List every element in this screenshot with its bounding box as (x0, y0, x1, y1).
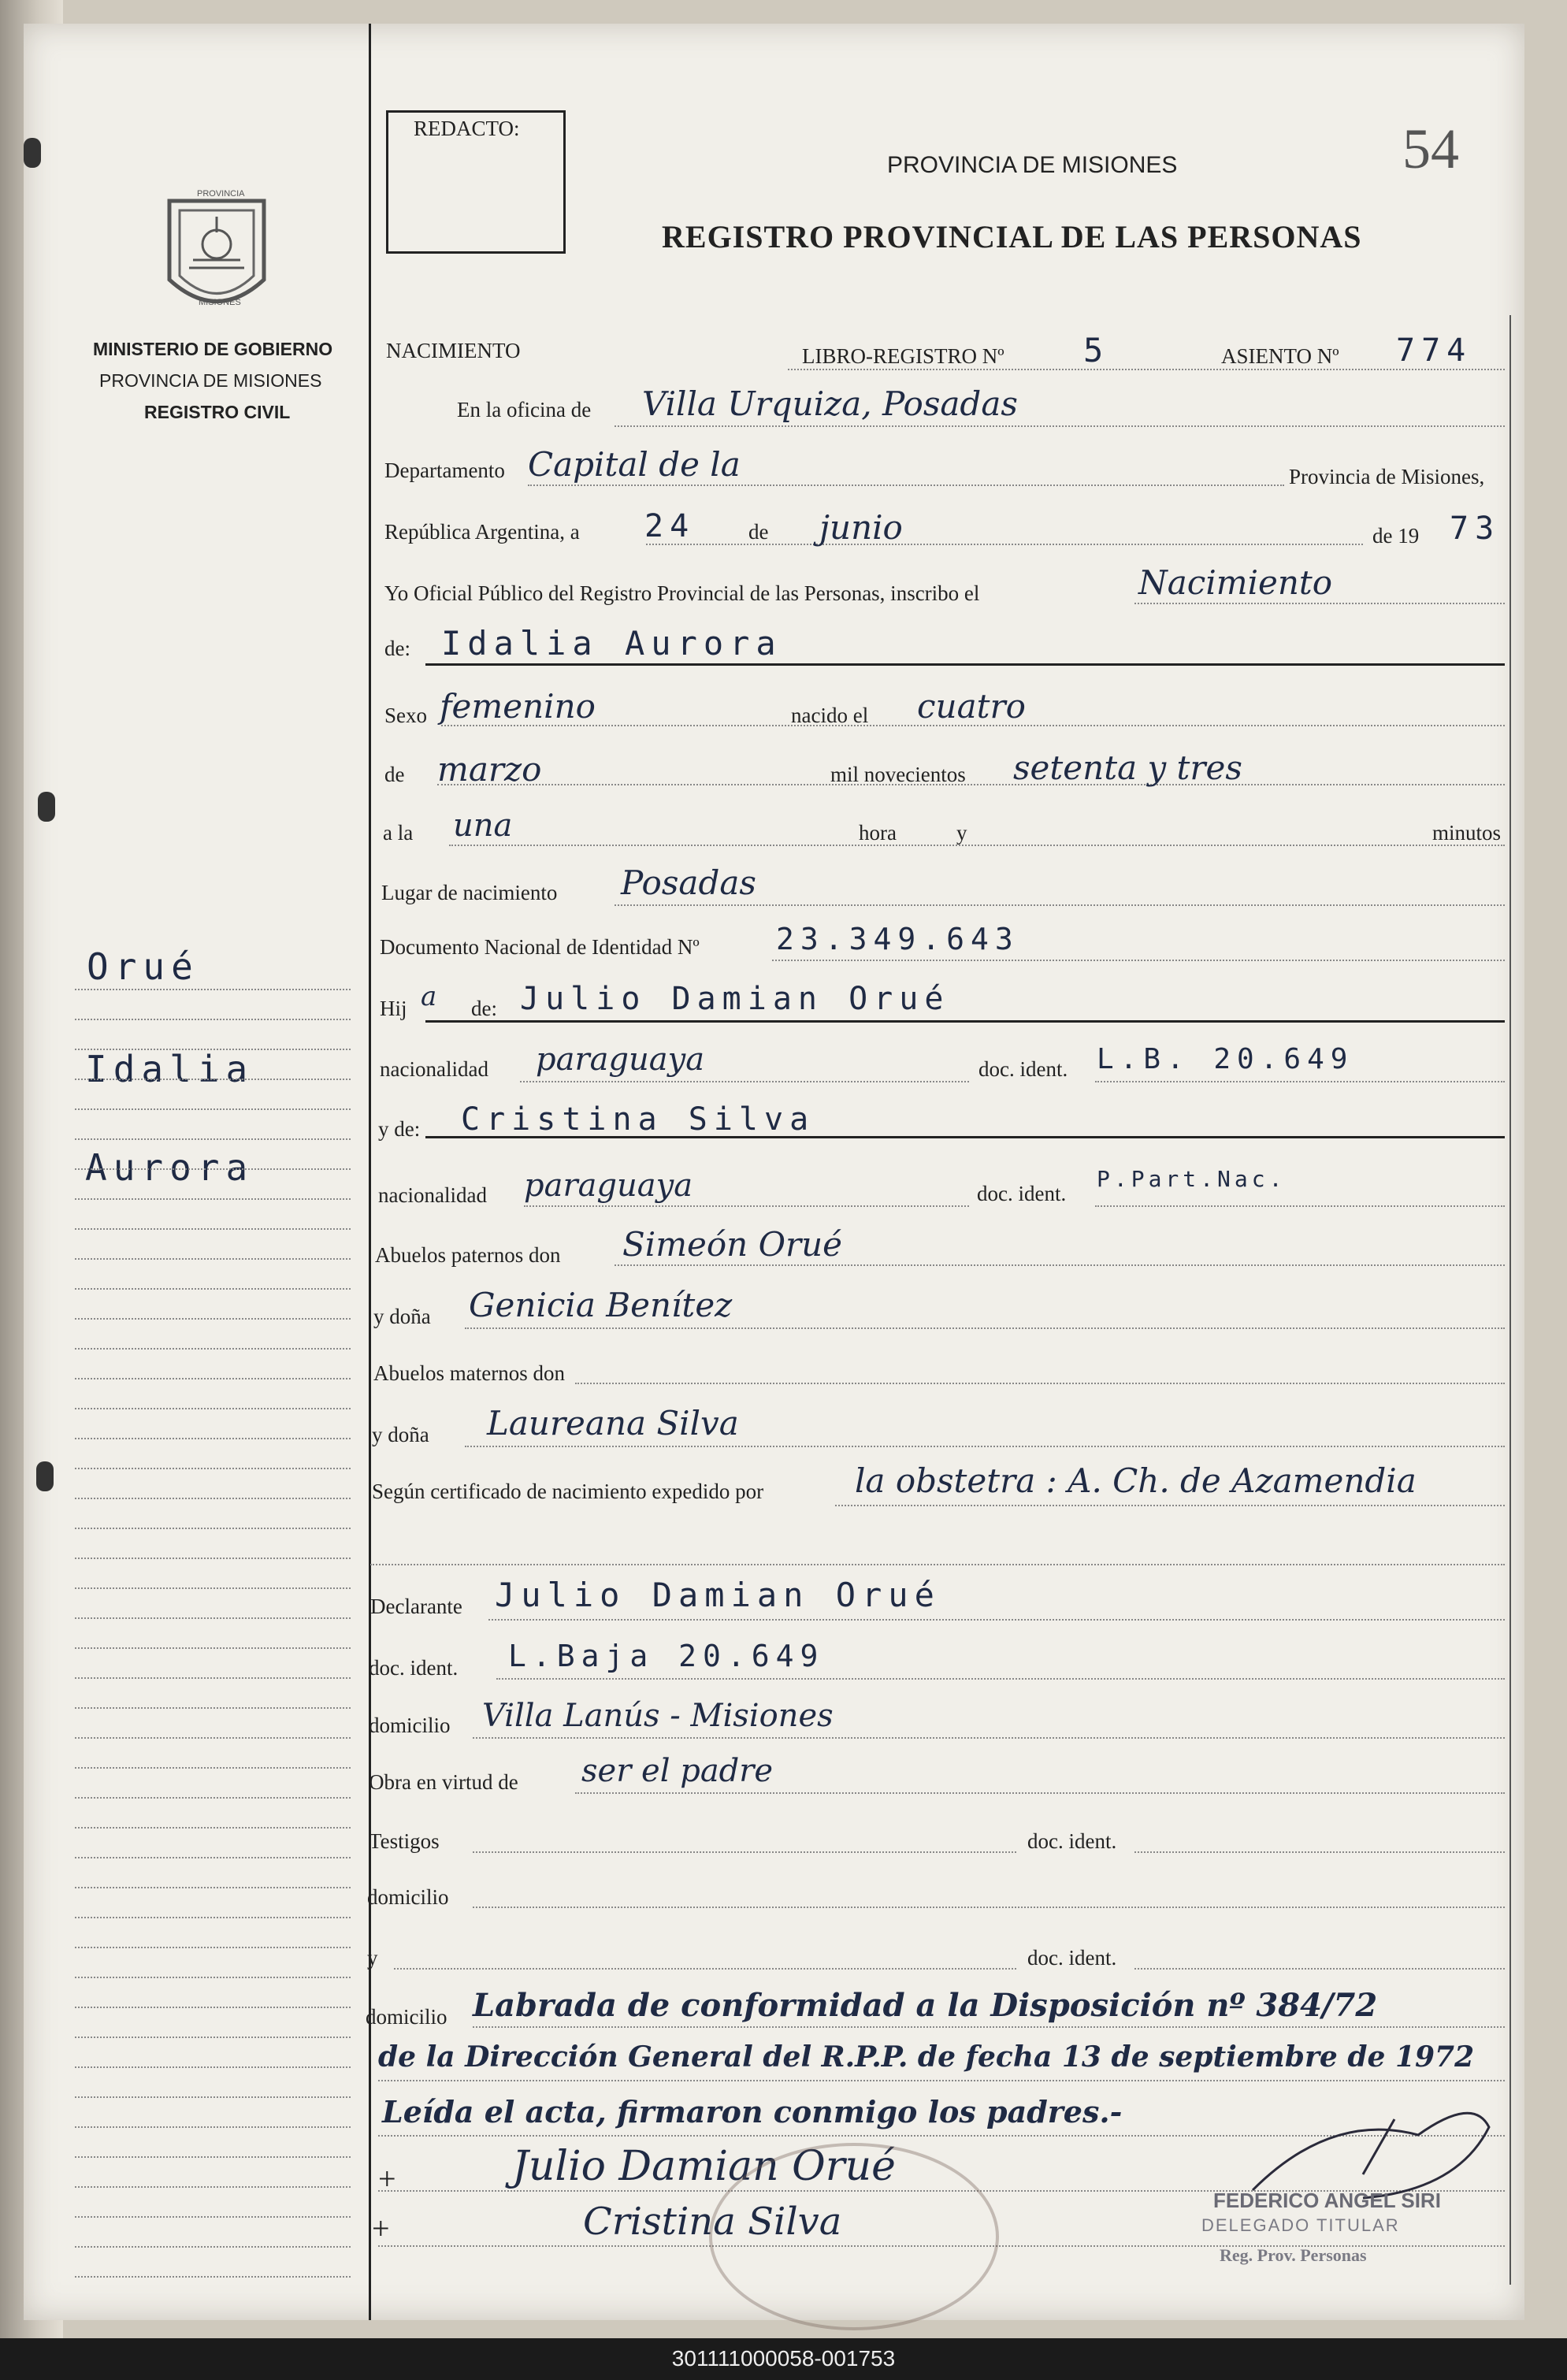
official-round-stamp (709, 2143, 999, 2330)
de-label-2: de (384, 763, 405, 786)
form-rule (449, 845, 1505, 846)
sidebar-surname: Orué (87, 945, 199, 988)
name-underline (425, 1020, 1505, 1023)
note-line-2: de la Dirección General del R.P.P. de fecha 13 de septiembre de 1972 (378, 2040, 1475, 2074)
place-label: Lugar de nacimiento (381, 881, 558, 904)
sidebar-rule (75, 1348, 351, 1350)
binding-hole (36, 1461, 54, 1491)
yde-label: y de: (378, 1117, 421, 1141)
sidebar-rule (75, 1019, 351, 1020)
declarant-domicile: Villa Lanús - Misiones (482, 1698, 834, 1734)
sidebar-rule (75, 1168, 351, 1170)
obra-value: ser el padre (581, 1753, 774, 1789)
note-line-3: Leída el acta, firmaron conmigo los padres.- (382, 2094, 1123, 2129)
right-border (1509, 315, 1511, 2285)
entry-number: 774 (1396, 332, 1472, 369)
signature-father: Julio Damian Orué (512, 2143, 896, 2190)
sidebar-rule (75, 1857, 351, 1858)
sidebar-rule (75, 2246, 351, 2248)
sidebar-rule (75, 2037, 351, 2038)
dni-value: 23.349.643 (776, 922, 1019, 956)
sidebar-rule (75, 1887, 351, 1888)
province-heading: PROVINCIA DE MISIONES (887, 152, 1178, 178)
mother-doc: P.Part.Nac. (1097, 1166, 1287, 1192)
ala-label: a la (383, 821, 414, 845)
form-rule (520, 1081, 969, 1082)
stamp-office: Reg. Prov. Personas (1220, 2245, 1367, 2265)
sidebar-rule (75, 1917, 351, 1918)
sidebar-rule (75, 2007, 351, 2008)
signature-mark-1: + (378, 2161, 396, 2196)
sidebar-rule (75, 1318, 351, 1320)
obra-label: Obra en virtud de (369, 1770, 518, 1794)
seal-text-bottom: MISIONES (199, 298, 241, 307)
sidebar-rule (75, 1198, 351, 1200)
sidebar-rule (75, 1767, 351, 1769)
sidebar-rule (75, 1258, 351, 1260)
sidebar-rule (75, 1737, 351, 1739)
republic-label: República Argentina, a (384, 520, 580, 544)
sidebar-province: PROVINCIA DE MISIONES (99, 370, 322, 391)
sidebar-rule (75, 1228, 351, 1230)
form-rule (465, 1327, 1505, 1329)
binding-hole (24, 138, 41, 168)
minutes-label: minutos (1432, 821, 1502, 845)
form-rule (1134, 1968, 1505, 1970)
born-year: setenta y tres (1013, 748, 1242, 787)
sidebar-name-2: Aurora (85, 1146, 254, 1189)
form-rule (575, 1792, 1505, 1794)
sidebar-rule (75, 1079, 351, 1080)
act-type: Nacimiento (1138, 563, 1333, 602)
form-rule (835, 1505, 1505, 1506)
form-rule (473, 2026, 1505, 2028)
archive-footer (0, 2338, 1567, 2380)
child-name: Idalia Aurora (441, 624, 782, 663)
sidebar-rule (75, 1947, 351, 1948)
father-nat-label: nacionalidad (380, 1057, 488, 1081)
record-day: 24 (644, 508, 696, 544)
sex-label: Sexo (384, 704, 427, 727)
sidebar-rule (75, 1797, 351, 1799)
sidebar-rule (75, 2186, 351, 2188)
form-rule (615, 1264, 1505, 1266)
maternal-grandmother: Laureana Silva (487, 1404, 739, 1442)
mother-doc-label: doc. ident. (977, 1182, 1067, 1205)
sex-value: femenino (440, 687, 596, 726)
father-nationality: paraguaya (536, 1041, 705, 1078)
sidebar-rule (75, 1438, 351, 1439)
registry-title: REGISTRO PROVINCIAL DE LAS PERSONAS (662, 219, 1362, 254)
paternal-label: Abuelos paternos don (375, 1243, 561, 1267)
ministry-label: MINISTERIO DE GOBIERNO (93, 339, 333, 359)
declarant-dom-label: domicilio (369, 1714, 451, 1737)
paternal-dona-label: y doña (373, 1305, 431, 1328)
form-rule (1095, 1205, 1505, 1207)
form-rule (394, 1968, 1016, 1970)
sidebar-rule (75, 2096, 351, 2098)
book-label: LIBRO-REGISTRO Nº (802, 344, 1004, 368)
sidebar-rule (75, 1528, 351, 1529)
born-label: nacido el (791, 704, 869, 727)
mother-name: Cristina Silva (461, 1101, 815, 1138)
cert-issuer: la obstetra : A. Ch. de Azamendia (855, 1461, 1417, 1500)
form-rule (615, 425, 1505, 427)
sidebar-rule (75, 2126, 351, 2128)
father-doc-label: doc. ident. (978, 1057, 1068, 1081)
declarant-label: Declarante (370, 1595, 462, 1618)
sidebar-rule (75, 1617, 351, 1619)
form-rule (437, 784, 1505, 785)
sidebar-rule (75, 1498, 351, 1499)
form-rule (524, 1205, 969, 1207)
office-value: Villa Urquiza, Posadas (642, 384, 1018, 423)
form-rule (1134, 1851, 1505, 1853)
form-rule (772, 960, 1505, 961)
sidebar-rule (75, 2216, 351, 2218)
y-label: y (956, 821, 967, 845)
sidebar-rule (75, 1647, 351, 1649)
form-rule (788, 369, 1505, 370)
sidebar-rule (75, 1378, 351, 1379)
form-rule (473, 1737, 1505, 1739)
form-rule (488, 1619, 1505, 1621)
witness-doc-label-1: doc. ident. (1027, 1829, 1117, 1853)
declarant-name: Julio Damian Orué (495, 1576, 941, 1614)
form-rule (575, 1383, 1505, 1384)
witness-doc-label-2: doc. ident. (1027, 1946, 1117, 1970)
archive-code: 301111000058-001753 (671, 2346, 896, 2371)
year-label: de 19 (1372, 524, 1420, 548)
record-type: NACIMIENTO (386, 339, 521, 362)
sidebar-rule (75, 1707, 351, 1709)
form-rule (615, 904, 1505, 906)
record-month: junio (819, 508, 903, 547)
sidebar-rule (75, 1827, 351, 1829)
form-rule (1095, 1081, 1505, 1082)
signature-mother: Cristina Silva (583, 2200, 842, 2244)
father-name: Julio Damian Orué (520, 981, 950, 1017)
form-rule (473, 1907, 1505, 1908)
hij-label: Hij (380, 997, 407, 1020)
sidebar-rule (75, 1468, 351, 1469)
name-underline (425, 663, 1505, 666)
sidebar-civil: REGISTRO CIVIL (144, 402, 291, 422)
sidebar-rule (75, 2156, 351, 2158)
paternal-grandmother: Genicia Benítez (469, 1286, 733, 1324)
official-text: Yo Oficial Público del Registro Provincial de las Personas, inscribo el (384, 581, 980, 605)
mother-nationality: paraguaya (524, 1168, 693, 1204)
redacto-label: REDACTO: (414, 117, 520, 140)
sidebar-rule (75, 2276, 351, 2278)
cert-label: Según certificado de nacimiento expedido por (372, 1480, 764, 1503)
sidebar-rule (75, 1108, 351, 1110)
stamp-title: DELEGADO TITULAR (1201, 2215, 1400, 2235)
form-rule (370, 1564, 1505, 1565)
form-rule (528, 485, 1284, 486)
sidebar-rule (75, 1138, 351, 1140)
form-rule (496, 1678, 1505, 1680)
witness-dom-label-2: domicilio (366, 2005, 447, 2029)
sidebar-rule (75, 1677, 351, 1679)
sidebar-rule (75, 1587, 351, 1589)
sidebar-name-1: Idalia (85, 1048, 254, 1090)
signature-mark-2: + (372, 2211, 390, 2246)
record-year: 73 (1450, 511, 1501, 547)
born-day: cuatro (917, 687, 1026, 726)
maternal-label: Abuelos maternos don (373, 1361, 565, 1385)
declarant-doc: L.Baja 20.649 (508, 1639, 825, 1673)
sidebar-rule (75, 989, 351, 990)
page-number: 54 (1402, 117, 1459, 180)
form-rule (473, 1851, 1016, 1853)
dni-label: Documento Nacional de Identidad Nº (380, 935, 700, 959)
book-number: 5 (1083, 331, 1110, 369)
binding-hole (38, 792, 55, 822)
sidebar-rule (75, 1977, 351, 1978)
maternal-dona-label: y doña (372, 1423, 429, 1446)
sidebar-rule (75, 1408, 351, 1409)
form-rule (465, 1446, 1505, 1447)
hij-suffix: a (421, 981, 437, 1012)
de-name-label: de: (384, 637, 410, 660)
entry-label: ASIENTO Nº (1221, 344, 1339, 368)
de-label-1: de (748, 520, 769, 544)
dept-value: Capital de la (528, 445, 741, 484)
note-line-1: Labrada de conformidad a la Disposición nº 384/72 (473, 1987, 1378, 2024)
witness-dom-label-1: domicilio (367, 1885, 449, 1909)
mil-label: mil novecientos (830, 763, 966, 786)
declarant-doc-label: doc. ident. (369, 1656, 459, 1680)
province-label: Provincia de Misiones, (1289, 465, 1485, 488)
sidebar-rule (75, 1049, 351, 1050)
sidebar-rule (75, 1558, 351, 1559)
birth-hour: una (453, 808, 513, 844)
father-doc: L.B. 20.649 (1097, 1043, 1354, 1075)
witnesses-label: Testigos (369, 1829, 440, 1853)
mother-nat-label: nacionalidad (378, 1183, 487, 1207)
hora-label: hora (859, 821, 897, 845)
hij-de-label: de: (471, 997, 497, 1020)
sidebar-divider (369, 24, 371, 2320)
sidebar-rule (75, 1288, 351, 1290)
birth-place: Posadas (621, 863, 756, 902)
born-month: marzo (437, 750, 542, 789)
seal-text-top: PROVINCIA (197, 189, 245, 199)
office-label: En la oficina de (457, 398, 592, 421)
witness-y-label: y (367, 1946, 378, 1970)
sidebar-rule (75, 2066, 351, 2068)
dept-label: Departamento (384, 459, 505, 482)
form-rule (1134, 603, 1505, 604)
stamp-name: FEDERICO ANGEL SIRI (1213, 2189, 1441, 2212)
paternal-grandfather: Simeón Orué (622, 1225, 842, 1264)
